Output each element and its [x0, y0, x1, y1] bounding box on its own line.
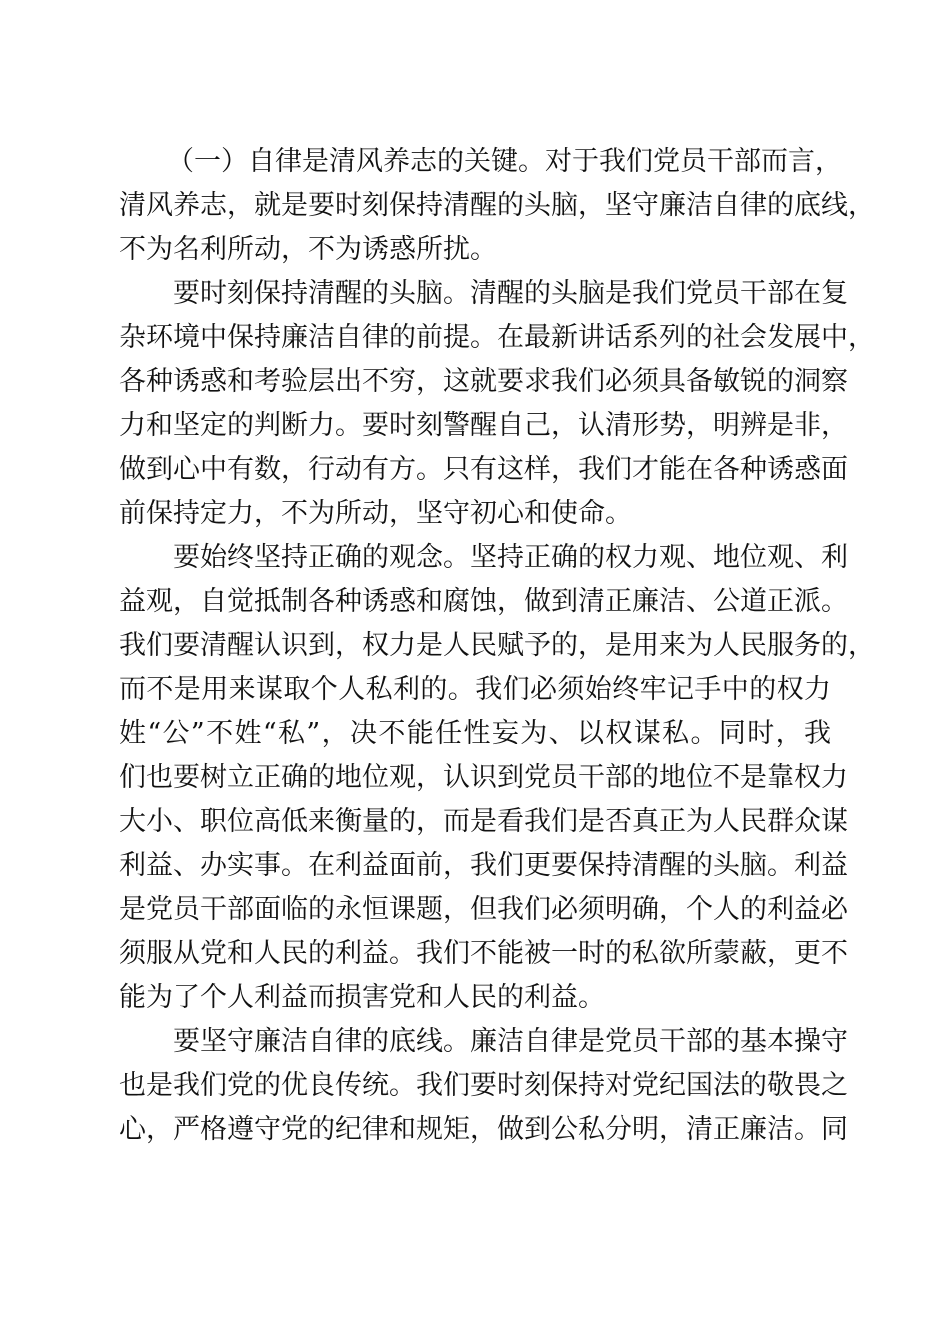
paragraph-4-line-3: 心，严格遵守党的纪律和规矩，做到公私分明，清正廉洁。同 — [119, 1114, 848, 1145]
paragraph-2-line-5: 做到心中有数，行动有方。只有这样，我们才能在各种诱惑面 — [119, 454, 848, 485]
paragraph-3-line-8: 利益、办实事。在利益面前，我们更要保持清醒的头脑。利益 — [119, 850, 848, 881]
paragraph-2-line-2: 杂环境中保持廉洁自律的前提。在最新讲话系列的社会发展中， — [119, 322, 875, 353]
paragraph-2-line-6: 前保持定力，不为所动，坚守初心和使命。 — [119, 498, 632, 529]
paragraph-3-line-6: 们也要树立正确的地位观，认识到党员干部的地位不是靠权力 — [119, 762, 848, 793]
paragraph-3-line-5: 姓“公”不姓“私”，决不能任性妄为、以权谋私。同时，我 — [119, 718, 831, 749]
paragraph-1-line-3: 不为名利所动，不为诱惑所扰。 — [119, 234, 497, 265]
paragraph-3 — [119, 536, 875, 1020]
paragraph-3-line-3: 我们要清醒认识到，权力是人民赋予的，是用来为人民服务的， — [119, 630, 875, 661]
paragraph-4 — [119, 1020, 848, 1152]
paragraph-1 — [119, 140, 875, 272]
paragraph-3-line-2: 益观，自觉抵制各种诱惑和腐蚀，做到清正廉洁、公道正派。 — [119, 586, 848, 617]
paragraph-3-line-7: 大小、职位高低来衡量的，而是看我们是否真正为人民群众谋 — [119, 806, 848, 837]
paragraph-3-line-11: 能为了个人利益而损害党和人民的利益。 — [119, 982, 605, 1013]
paragraph-3-line-10: 须服从党和人民的利益。我们不能被一时的私欲所蒙蔽，更不 — [119, 938, 848, 969]
paragraph-3-line-4: 而不是用来谋取个人私利的。我们必须始终牢记手中的权力 — [119, 674, 831, 705]
paragraph-2-line-1: 要时刻保持清醒的头脑。清醒的头脑是我们党员干部在复 — [173, 278, 848, 309]
paragraph-4-line-1: 要坚守廉洁自律的底线。廉洁自律是党员干部的基本操守 — [173, 1026, 848, 1057]
paragraph-3-line-1: 要始终坚持正确的观念。坚持正确的权力观、地位观、利 — [173, 542, 848, 573]
paragraph-1-line-2: 清风养志，就是要时刻保持清醒的头脑，坚守廉洁自律的底线， — [119, 190, 875, 221]
paragraph-1-line-1: （一）自律是清风养志的关键。对于我们党员干部而言， — [167, 146, 842, 177]
paragraph-2-line-4: 力和坚定的判断力。要时刻警醒自己，认清形势，明辨是非， — [119, 410, 848, 441]
paragraph-2-line-3: 各种诱惑和考验层出不穷，这就要求我们必须具备敏锐的洞察 — [119, 366, 848, 397]
paragraph-3-line-9: 是党员干部面临的永恒课题，但我们必须明确，个人的利益必 — [119, 894, 848, 925]
paragraph-2 — [119, 272, 875, 536]
paragraph-4-line-2: 也是我们党的优良传统。我们要时刻保持对党纪国法的敬畏之 — [119, 1070, 848, 1101]
document-body — [119, 140, 875, 1152]
